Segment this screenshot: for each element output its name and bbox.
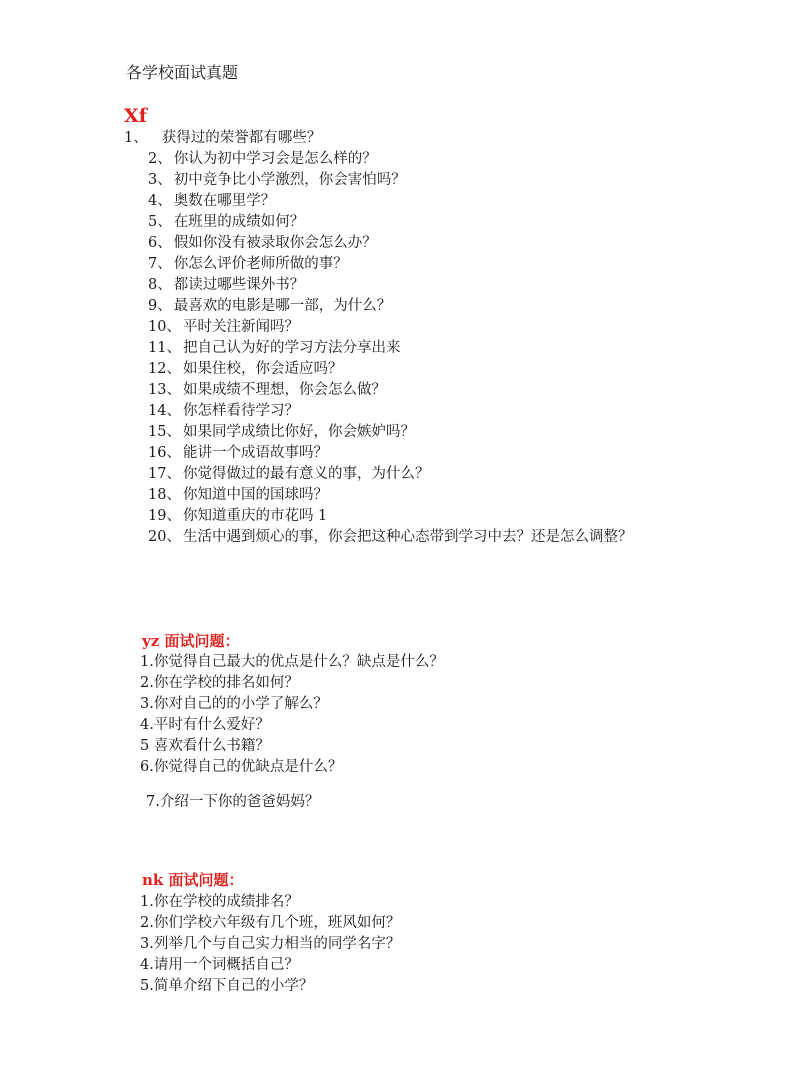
question-number: 19、 [148,508,181,524]
question-text: 把自己认为好的学习方法分享出来 [182,340,401,356]
question-text: 你怎样看待学习？ [182,403,299,419]
list-item: 1.你在学校的成绩排名？ [140,894,299,910]
question-text: 假如你没有被录取你会怎么办？ [173,235,377,251]
list-item [148,149,632,170]
question-number: 9、 [148,298,172,314]
list-item [148,212,632,233]
xf-question-1 [124,128,321,149]
question-text: 奥数在哪里学？ [173,193,276,209]
list-item: 3.你对自己的的小学了解么？ [140,696,328,712]
question-text: 能讲一个成语故事吗？ [182,445,328,461]
question-text: 你知道重庆的市花吗 1 [182,508,328,524]
question-text: 你知道中国的国球吗？ [182,487,328,503]
nk-question-list [140,892,400,997]
list-item: 4.请用一个词概括自己？ [140,957,299,973]
yz-question-7: 7.介绍一下你的爸爸妈妈？ [146,794,320,810]
list-item [148,359,632,380]
list-item [148,233,632,254]
list-item: 6.你觉得自己的优缺点是什么？ [140,759,343,775]
list-item [148,506,632,527]
question-text: 获得过的荣誉都有哪些？ [161,130,322,146]
question-number: 12、 [148,361,181,377]
nk-section-heading: nk 面试问题： [142,871,244,889]
list-item: 1.你觉得自己最大的优点是什么？缺点是什么？ [140,654,444,670]
list-item [148,254,632,275]
list-item: 3.列举几个与自己实力相当的同学名字？ [140,936,401,952]
question-text: 如果同学成绩比你好，你会嫉妒吗？ [182,424,415,440]
question-number: 18、 [148,487,181,503]
question-text: 你怎么评价老师所做的事？ [173,256,348,272]
question-number: 8、 [148,277,172,293]
list-item [148,296,632,317]
question-text: 如果成绩不理想，你会怎么做？ [182,382,386,398]
xf-question-list [148,149,632,548]
list-item: 5 喜欢看什么书籍？ [140,738,270,754]
yz-section-heading: yz 面试问题： [142,632,240,650]
question-number: 10、 [148,319,181,335]
question-number: 1、 [124,130,148,146]
list-item: 5.简单介绍下自己的小学？ [140,978,314,994]
question-number: 6、 [148,235,172,251]
question-text: 平时关注新闻吗？ [182,319,299,335]
question-number: 15、 [148,424,181,440]
list-item [148,422,632,443]
list-item [148,464,632,485]
list-item [148,485,632,506]
question-number: 2、 [148,151,172,167]
list-item [148,191,632,212]
list-item [148,380,632,401]
question-number: 3、 [148,172,172,188]
list-item [148,401,632,422]
question-text: 都读过哪些课外书？ [173,277,305,293]
question-text: 初中竞争比小学激烈，你会害怕吗？ [173,172,406,188]
document-title: 各学校面试真题 [126,63,239,82]
question-text: 最喜欢的电影是哪一部，为什么？ [173,298,392,314]
question-text: 生活中遇到烦心的事，你会把这种心态带到学习中去？还是怎么调整？ [182,529,633,545]
question-number: 16、 [148,445,181,461]
question-number: 11、 [148,340,181,356]
list-item: 2.你们学校六年级有几个班，班风如何？ [140,915,401,931]
question-text: 在班里的成绩如何？ [173,214,305,230]
question-text: 你觉得做过的最有意义的事，为什么？ [182,466,430,482]
question-number: 5、 [148,214,172,230]
list-item [148,317,632,338]
yz-question-list [140,652,444,778]
question-number: 14、 [148,403,181,419]
list-item [148,338,632,359]
question-number: 20、 [148,529,181,545]
question-text: 你认为初中学习会是怎么样的？ [173,151,377,167]
list-item: 2.你在学校的排名如何？ [140,675,299,691]
list-item [148,170,632,191]
xf-section-heading: Xf [124,105,147,127]
question-text: 如果住校，你会适应吗？ [182,361,343,377]
list-item: 4.平时有什么爱好？ [140,717,270,733]
list-item [148,275,632,296]
question-number: 4、 [148,193,172,209]
question-number: 7、 [148,256,172,272]
question-number: 13、 [148,382,181,398]
list-item [148,527,632,548]
question-number: 17、 [148,466,181,482]
list-item [148,443,632,464]
